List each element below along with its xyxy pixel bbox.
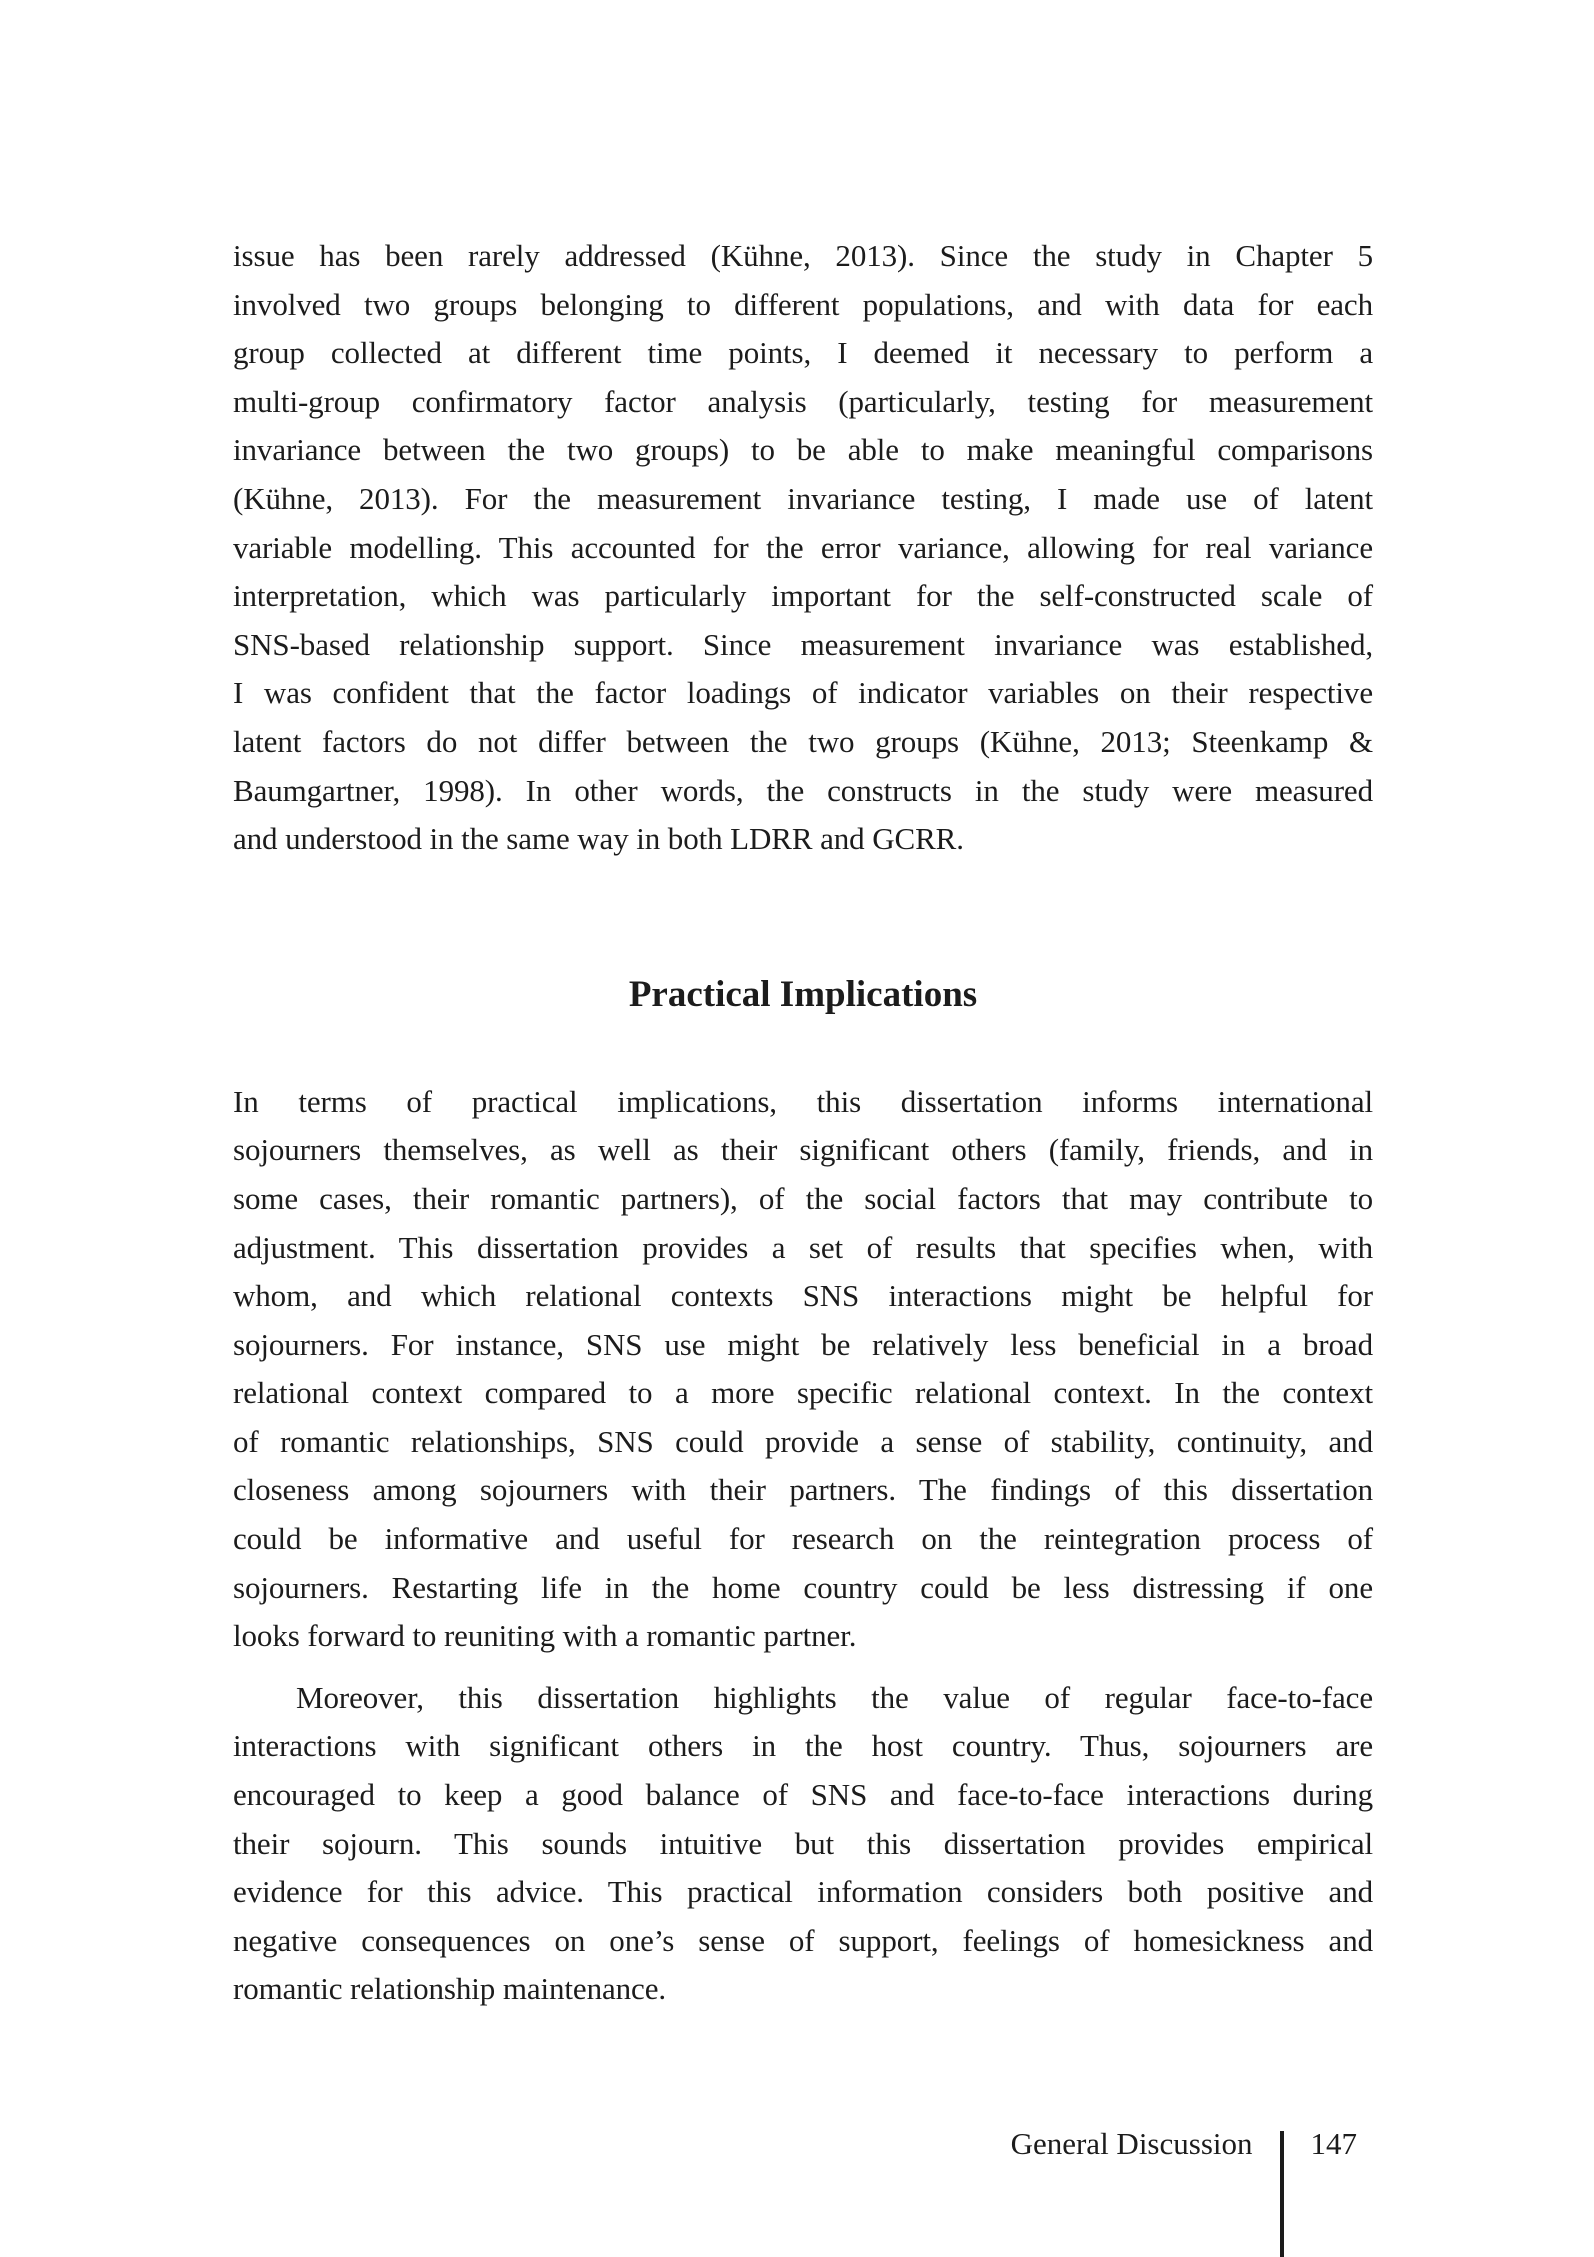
text-line: closeness among sojourners with their partners. The findings of this dissertation bbox=[233, 1472, 1373, 1508]
text-line: SNS-based relationship support. Since measurement invariance was established, bbox=[233, 626, 1373, 662]
text-line: invariance between the two groups) to be able to make meaningful comparisons bbox=[233, 432, 1373, 468]
paragraph-moreover bbox=[233, 1674, 1373, 2014]
footer-section-label: General Discussion bbox=[1010, 2126, 1253, 2161]
text-line: looks forward to reuniting with a romantic partner. bbox=[233, 1618, 857, 1654]
text-line: issue has been rarely addressed (Kühne, 2013). Since the study in Chapter 5 bbox=[233, 238, 1373, 273]
text-line: relational context compared to a more specific relational context. In the context bbox=[233, 1375, 1373, 1411]
text-line: encouraged to keep a good balance of SNS and face-to-face interactions during bbox=[233, 1777, 1373, 1813]
text-line: Baumgartner, 1998). In other words, the constructs in the study were measured bbox=[233, 772, 1373, 808]
text-line: In terms of practical implications, this dissertation informs international bbox=[233, 1083, 1373, 1119]
text-line: I was confident that the factor loadings of indicator variables on their respective bbox=[233, 675, 1373, 711]
footer-page-number: 147 bbox=[1310, 2126, 1357, 2161]
text-line: some cases, their romantic partners), of the social factors that may contribute to bbox=[233, 1180, 1373, 1216]
text-line: whom, and which relational contexts SNS interactions might be helpful for bbox=[233, 1278, 1373, 1314]
body-text bbox=[233, 232, 1373, 2014]
text-line: variable modelling. This accounted for the error variance, allowing for real variance bbox=[233, 529, 1373, 565]
text-line: and understood in the same way in both LDRR and GCRR. bbox=[233, 821, 964, 857]
text-line: Moreover, this dissertation highlights the value of regular face-to-face bbox=[296, 1679, 1373, 1715]
text-line: multi-group confirmatory factor analysis (particularly, testing for measurement bbox=[233, 383, 1373, 419]
text-line: interactions with significant others in the host country. Thus, sojourners are bbox=[233, 1728, 1373, 1764]
text-line: could be informative and useful for research on the reintegration process of bbox=[233, 1521, 1373, 1557]
text-line: sojourners. Restarting life in the home country could be less distressing if one bbox=[233, 1569, 1373, 1605]
text-line: sojourners themselves, as well as their significant others (family, friends, and in bbox=[233, 1132, 1373, 1168]
text-line: latent factors do not differ between the two groups (Kühne, 2013; Steenkamp & bbox=[233, 723, 1373, 759]
footer-divider-rule bbox=[1280, 2131, 1284, 2257]
text-line: negative consequences on one’s sense of support, feelings of homesickness and bbox=[233, 1922, 1373, 1958]
text-line: (Kühne, 2013). For the measurement invariance testing, I made use of latent bbox=[233, 480, 1373, 516]
text-line: adjustment. This dissertation provides a set of results that specifies when, with bbox=[233, 1229, 1373, 1265]
section-heading: Practical Implications bbox=[628, 973, 978, 1015]
page-footer bbox=[1011, 2124, 1357, 2257]
text-line: of romantic relationships, SNS could provide a sense of stability, continuity, and bbox=[233, 1423, 1373, 1459]
text-line: their sojourn. This sounds intuitive but this dissertation provides empirical bbox=[233, 1825, 1373, 1861]
paragraph-practical-implications bbox=[233, 1078, 1373, 1661]
text-line: group collected at different time points, I deemed it necessary to perform a bbox=[233, 335, 1373, 371]
text-line: interpretation, which was particularly important for the self-constructed scale of bbox=[233, 578, 1373, 614]
text-line: romantic relationship maintenance. bbox=[233, 1971, 667, 2007]
text-line: evidence for this advice. This practical information considers both positive and bbox=[233, 1874, 1373, 1910]
paragraph-measurement-invariance bbox=[233, 232, 1373, 864]
text-line: sojourners. For instance, SNS use might be relatively less beneficial in a broad bbox=[233, 1326, 1373, 1362]
text-line: involved two groups belonging to different populations, and with data for each bbox=[233, 286, 1373, 322]
